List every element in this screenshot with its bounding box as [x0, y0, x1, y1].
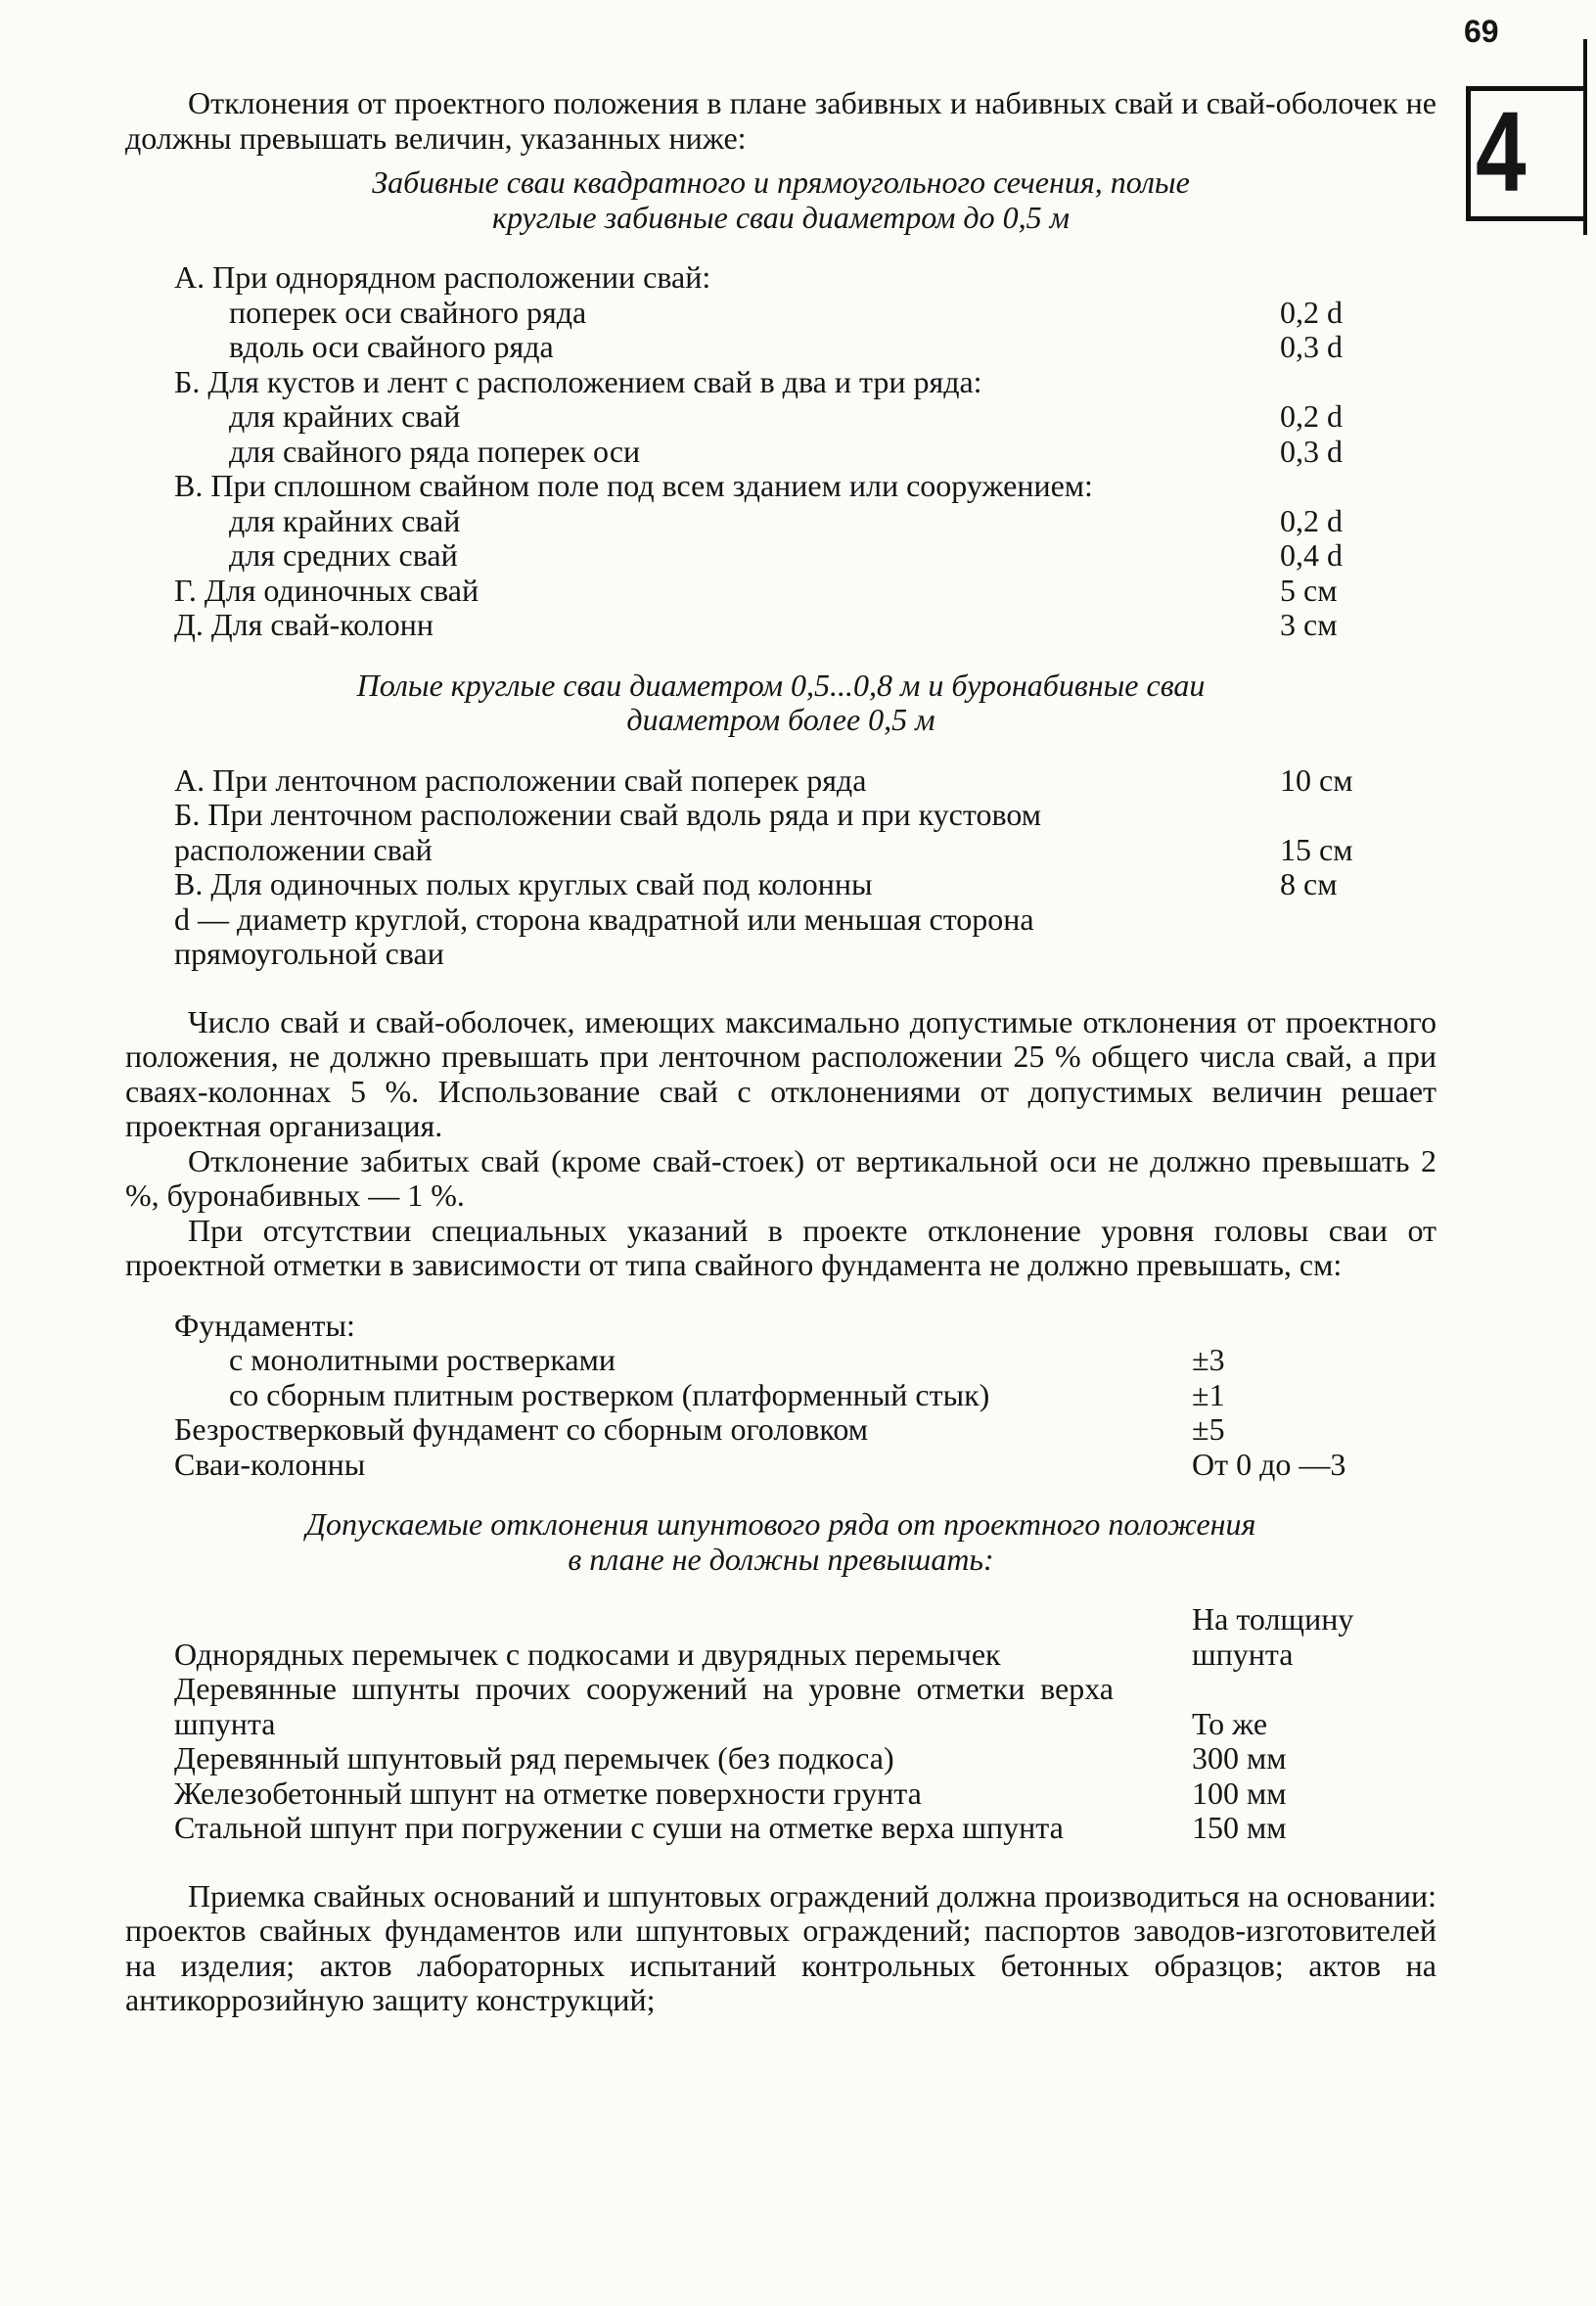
s1-d-value: 5 см	[1280, 572, 1338, 608]
s1-b2-value: 0,3 d	[1280, 433, 1343, 469]
chapter-number: 4	[1476, 88, 1527, 215]
s1-a1-label: поперек оси свайного ряда	[229, 294, 587, 330]
section1-heading	[213, 165, 1348, 235]
section2-heading	[213, 669, 1348, 738]
s1-b1-value: 0,2 d	[1280, 398, 1343, 434]
paragraph-head-level: При отсутствии специальных указаний в проекте отклонение уровня головы сваи от проектной отметки в зависимости от типа свайного фундамента не должно превышать, см:	[125, 1212, 1436, 1282]
s1-c1-label: для крайних свай	[229, 502, 461, 538]
s1-a2-label: вдоль оси свайного ряда	[229, 329, 554, 364]
s1-a2-value: 0,3 d	[1280, 329, 1343, 364]
section1-heading-line1: Забивные сваи квадратного и прямоугольного сечения, полые	[372, 164, 1190, 200]
section2-list	[174, 763, 1388, 972]
paragraph-pile-count: Число свай и свай-оболочек, имеющих максимально допустимые отклонения от проектного положения, не должно превышать при ленточном расположении 25 % общего числа свай, а при сваях-колоннах 5 %. Использование свай с отклонениями от допустимых величин решает проектная организация.	[125, 1003, 1436, 1143]
section3-heading-line1: Допускаемые отклонения шпунтового ряда от проектного положения	[305, 1506, 1256, 1542]
foundation-4-value: От 0 до —3	[1192, 1446, 1346, 1482]
s2-c-value: 8 см	[1280, 866, 1338, 901]
s1-b-title: Б. Для кустов и лент с расположением свай в два и три ряда:	[174, 363, 982, 399]
s1-b1-label: для крайних свай	[229, 398, 461, 434]
foundations-title: Фундаменты:	[174, 1307, 355, 1343]
sheet-pile-4-value: 100 мм	[1192, 1775, 1287, 1811]
foundation-2-value: ±1	[1192, 1376, 1225, 1412]
sheet-pile-4-label: Железобетонный шпунт на отметке поверхности грунта	[174, 1775, 922, 1811]
s1-e-label: Д. Для свай-колонн	[174, 607, 433, 642]
section3-heading-line2: в плане не должны превышать:	[568, 1541, 994, 1577]
s2-b-label: Б. При ленточном расположении свай вдоль ряда и при кустовом расположении свай	[174, 797, 1041, 867]
sheet-pile-2-label: Деревянные шпунты прочих сооружений на уровне отметки верха шпунта	[174, 1671, 1114, 1741]
foundation-1-label: с монолитными ростверками	[229, 1342, 616, 1377]
section3-heading	[213, 1507, 1348, 1577]
sheet-pile-3-label: Деревянный шпунтовый ряд перемычек (без подкоса)	[174, 1740, 894, 1776]
s2-c-label: В. Для одиночных полых круглых свай под колонны	[174, 866, 873, 901]
s1-a-title: А. При однорядном расположении свай:	[174, 259, 711, 295]
foundation-3-value: ±5	[1192, 1411, 1225, 1447]
s1-c2-value: 0,4 d	[1280, 537, 1343, 573]
s1-c2-label: для средних свай	[229, 537, 458, 573]
s1-c-title: В. При сплошном свайном поле под всем зданием или сооружением:	[174, 468, 1093, 503]
page-number: 69	[1464, 14, 1499, 49]
paragraph-acceptance: Приемка свайных оснований и шпунтовых ограждений должна производиться на основании: проектов свайных фундаментов или шпунтовых ограждений; паспортов заводов-изготовителей на изделия; актов лабораторных испытаний контрольных бетонных образцов; актов на антикоррозийную защиту конструкций;	[125, 1877, 1436, 2017]
foundations-list	[174, 1309, 1388, 1483]
s1-b2-label: для свайного ряда поперек оси	[229, 433, 641, 469]
sheet-pile-5-value: 150 мм	[1192, 1810, 1287, 1845]
s2-note: d — диаметр круглой, сторона квадратной или меньшая сторона прямоугольной сваи	[174, 900, 1034, 971]
foundation-3-label: Безростверковый фундамент со сборным оголовком	[174, 1411, 868, 1447]
s2-a-value: 10 см	[1280, 761, 1353, 798]
sheet-pile-5-label: Стальной шпунт при погружении с суши на отметке верха шпунта	[174, 1810, 1064, 1845]
foundation-4-label: Сваи-колонны	[174, 1446, 366, 1482]
sheet-pile-1-value: На толщину шпунта	[1192, 1601, 1354, 1672]
sheet-pile-1-label: Однорядных перемычек с подкосами и двурядных перемычек	[174, 1636, 1001, 1672]
sheet-pile-2-value: То же	[1192, 1705, 1268, 1741]
section1-list	[174, 260, 1388, 643]
s2-b-value: 15 см	[1280, 831, 1353, 867]
sheet-pile-3-value: 300 мм	[1192, 1740, 1287, 1776]
sheet-pile-list	[174, 1602, 1388, 1846]
s1-e-value: 3 см	[1280, 607, 1338, 642]
section1-heading-line2: круглые забивные сваи диаметром до 0,5 м	[491, 199, 1071, 235]
intro-paragraph: Отклонения от проектного положения в плане забивных и набивных свай и свай-оболочек не должны превышать величин, указанных ниже:	[125, 85, 1436, 156]
s2-a-label: А. При ленточном расположении свай поперек ряда	[174, 761, 867, 798]
s1-c1-value: 0,2 d	[1280, 502, 1343, 538]
foundation-1-value: ±3	[1192, 1342, 1225, 1377]
s1-a1-value: 0,2 d	[1280, 294, 1343, 330]
section2-heading-line1: Полые круглые сваи диаметром 0,5...0,8 м и буронабивные сваи	[356, 667, 1206, 703]
chapter-marker-rule	[1583, 39, 1587, 235]
s1-d-label: Г. Для одиночных свай	[174, 572, 479, 608]
foundation-2-label: со сборным плитным ростверком (платформенный стык)	[229, 1376, 990, 1412]
paragraph-vertical-deviation: Отклонение забитых свай (кроме свай-стоек) от вертикальной оси не должно превышать 2 %, буронабивных — 1 %.	[125, 1142, 1436, 1213]
page-body	[125, 86, 1436, 2018]
section2-heading-line2: диаметром более 0,5 м	[626, 702, 935, 737]
